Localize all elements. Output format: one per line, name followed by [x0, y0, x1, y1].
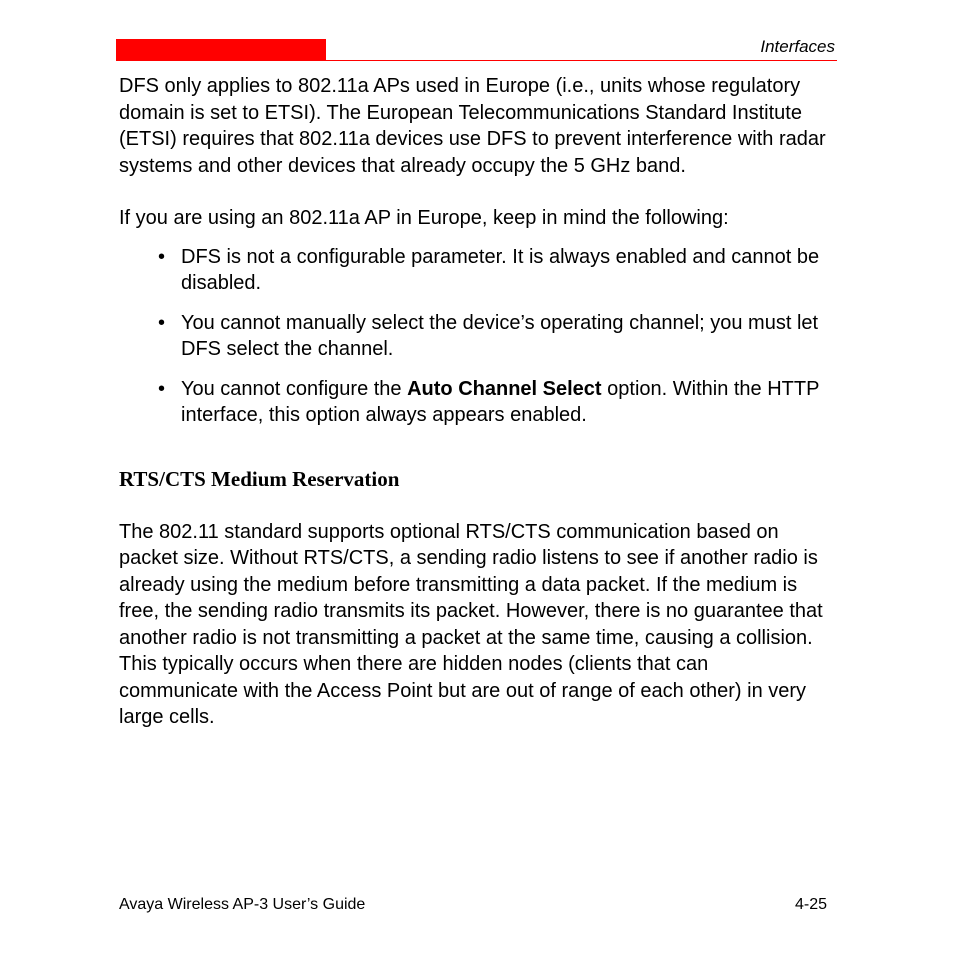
bullet-list	[119, 244, 829, 429]
auto-channel-select-term: Auto Channel Select	[407, 377, 602, 400]
bullet-text-after: option. Within the HTTP interface, this option always appears enabled.	[181, 377, 820, 426]
page-content	[119, 73, 829, 731]
header-red-bar	[116, 39, 326, 60]
bullet-text: You cannot manually select the device’s operating channel; you must let DFS select the channel.	[181, 311, 819, 360]
bullet-marker: •	[158, 377, 166, 400]
bullet-text	[181, 376, 829, 429]
section-title: Interfaces	[760, 37, 835, 56]
page-number: 4-25	[794, 896, 827, 913]
bullet-marker: •	[158, 311, 166, 334]
bullet-marker: •	[158, 245, 166, 268]
header-rule	[116, 60, 837, 61]
list-item	[119, 310, 829, 363]
bullet-text: DFS is not a configurable parameter. It is always enabled and cannot be disabled.	[181, 245, 820, 294]
europe-intro-paragraph: If you are using an 802.11a AP in Europe, keep in mind the following:	[119, 207, 729, 229]
bullet-text-before: You cannot configure the	[181, 377, 408, 400]
dfs-paragraph: DFS only applies to 802.11a APs used in Europe (i.e., units whose regulatory domain is set to ETSI). The European Telecommunications Standard Institute (ETSI) requires that 802.11a devices use DFS to prevent interference with radar systems and other devices that already occupy the 5 GHz band.	[119, 75, 826, 177]
list-item	[119, 376, 829, 429]
list-item	[119, 244, 829, 297]
footer-guide-title: Avaya Wireless AP-3 User’s Guide	[119, 896, 366, 913]
rts-cts-paragraph: The 802.11 standard supports optional RTS/CTS communication based on packet size. Without RTS/CTS, a sending radio listens to see if another radio is already using the medium before transmitting a data packet. If the medium is free, the sending radio transmits its packet. However, there is no guarantee that another radio is not transmitting a packet at the same time, causing a collision. This typically occurs when there are hidden nodes (clients that can communicate with the Access Point but are out of range of each other) in very large cells.	[119, 520, 823, 728]
section-heading: RTS/CTS Medium Reservation	[119, 466, 400, 491]
